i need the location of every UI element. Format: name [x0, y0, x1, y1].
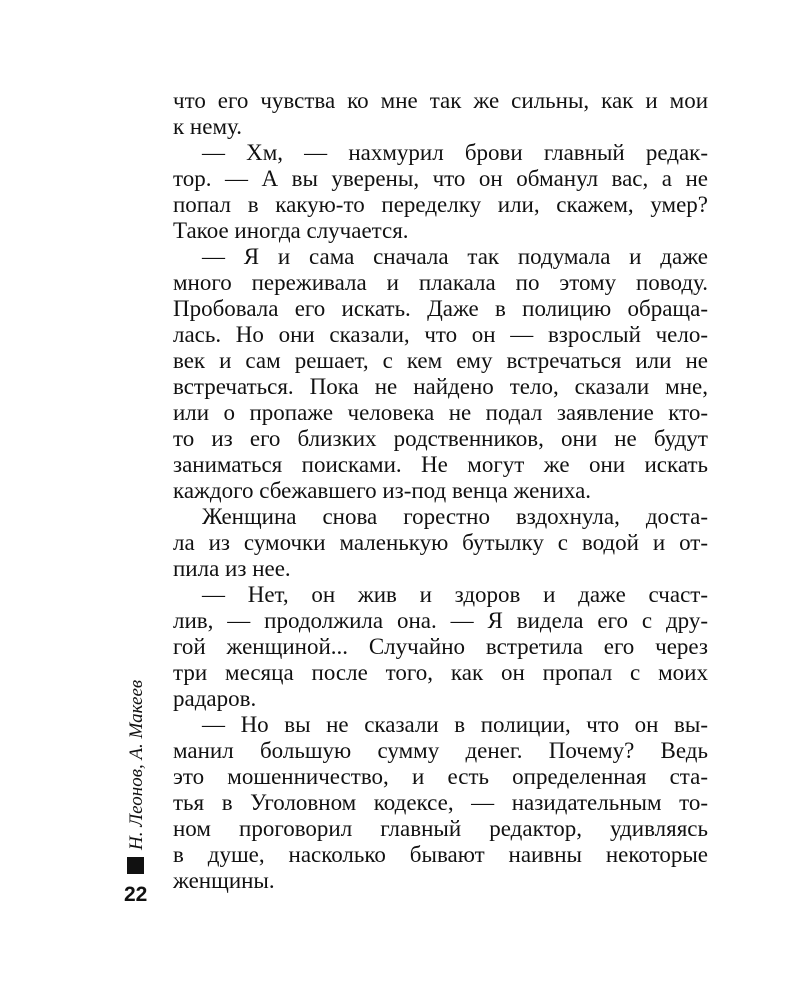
- text-line: в душе, насколько бывают наивны некоторые: [173, 842, 708, 867]
- text-line: — Но вы не сказали в полиции, что он вы-: [202, 712, 708, 737]
- square-marker-icon: [127, 857, 144, 874]
- text-line: тья в Уголовном кодексе, — назидательным то-: [173, 790, 708, 815]
- text-line: — Нет, он жив и здоров и даже счаст-: [202, 582, 708, 607]
- page-number: 22: [124, 883, 148, 906]
- text-line: встречаться. Пока не найдено тело, сказали мне,: [173, 374, 708, 399]
- text-line: гой женщиной... Случайно встретила его через: [173, 634, 708, 659]
- text-line: что его чувства ко мне так же сильны, как и мои: [173, 88, 708, 113]
- text-line: попал в какую-то переделку или, скажем, умер?: [173, 192, 708, 217]
- text-line: Пробовала его искать. Даже в полицию обраща-: [173, 296, 708, 321]
- text-line: Женщина снова горестно вздохнула, доста-: [202, 504, 708, 529]
- text-line: ном проговорил главный редактор, удивляясь: [173, 816, 708, 841]
- text-line: — Я и сама сначала так подумала и даже: [202, 244, 708, 269]
- text-line: заниматься поисками. Не могут же они искать: [173, 452, 708, 477]
- text-line: Такое иногда случается.: [173, 218, 409, 243]
- text-line: это мошенничество, и есть определенная ста-: [173, 764, 708, 789]
- text-line: женщины.: [173, 868, 275, 893]
- text-line: манил большую сумму денег. Почему? Ведь: [173, 738, 708, 763]
- text-line: к нему.: [173, 114, 242, 139]
- text-line: три месяца после того, как он пропал с моих: [173, 660, 708, 685]
- text-line: или о пропаже человека не подал заявление кто-: [173, 400, 708, 425]
- text-line: век и сам решает, с кем ему встречаться или не: [173, 348, 708, 373]
- text-line: лив, — продолжила она. — Я видела его с дру-: [173, 608, 708, 633]
- text-line: — Хм, — нахмурил брови главный редак-: [202, 140, 708, 165]
- page-body-text: [173, 88, 708, 894]
- text-line: много переживала и плакала по этому поводу.: [173, 270, 708, 295]
- text-line: радаров.: [173, 686, 257, 711]
- text-line: тор. — А вы уверены, что он обманул вас, а не: [173, 166, 708, 191]
- text-line: каждого сбежавшего из-под венца жениха.: [173, 478, 592, 503]
- text-line: то из его близких родственников, они не будут: [173, 426, 708, 451]
- running-head-authors: Н. Леонов, А. Макеев: [126, 679, 147, 850]
- text-line: лась. Но они сказали, что он — взрослый чело-: [173, 322, 708, 347]
- text-line: ла из сумочки маленькую бутылку с водой и от-: [173, 530, 708, 555]
- text-line: пила из нее.: [173, 556, 291, 581]
